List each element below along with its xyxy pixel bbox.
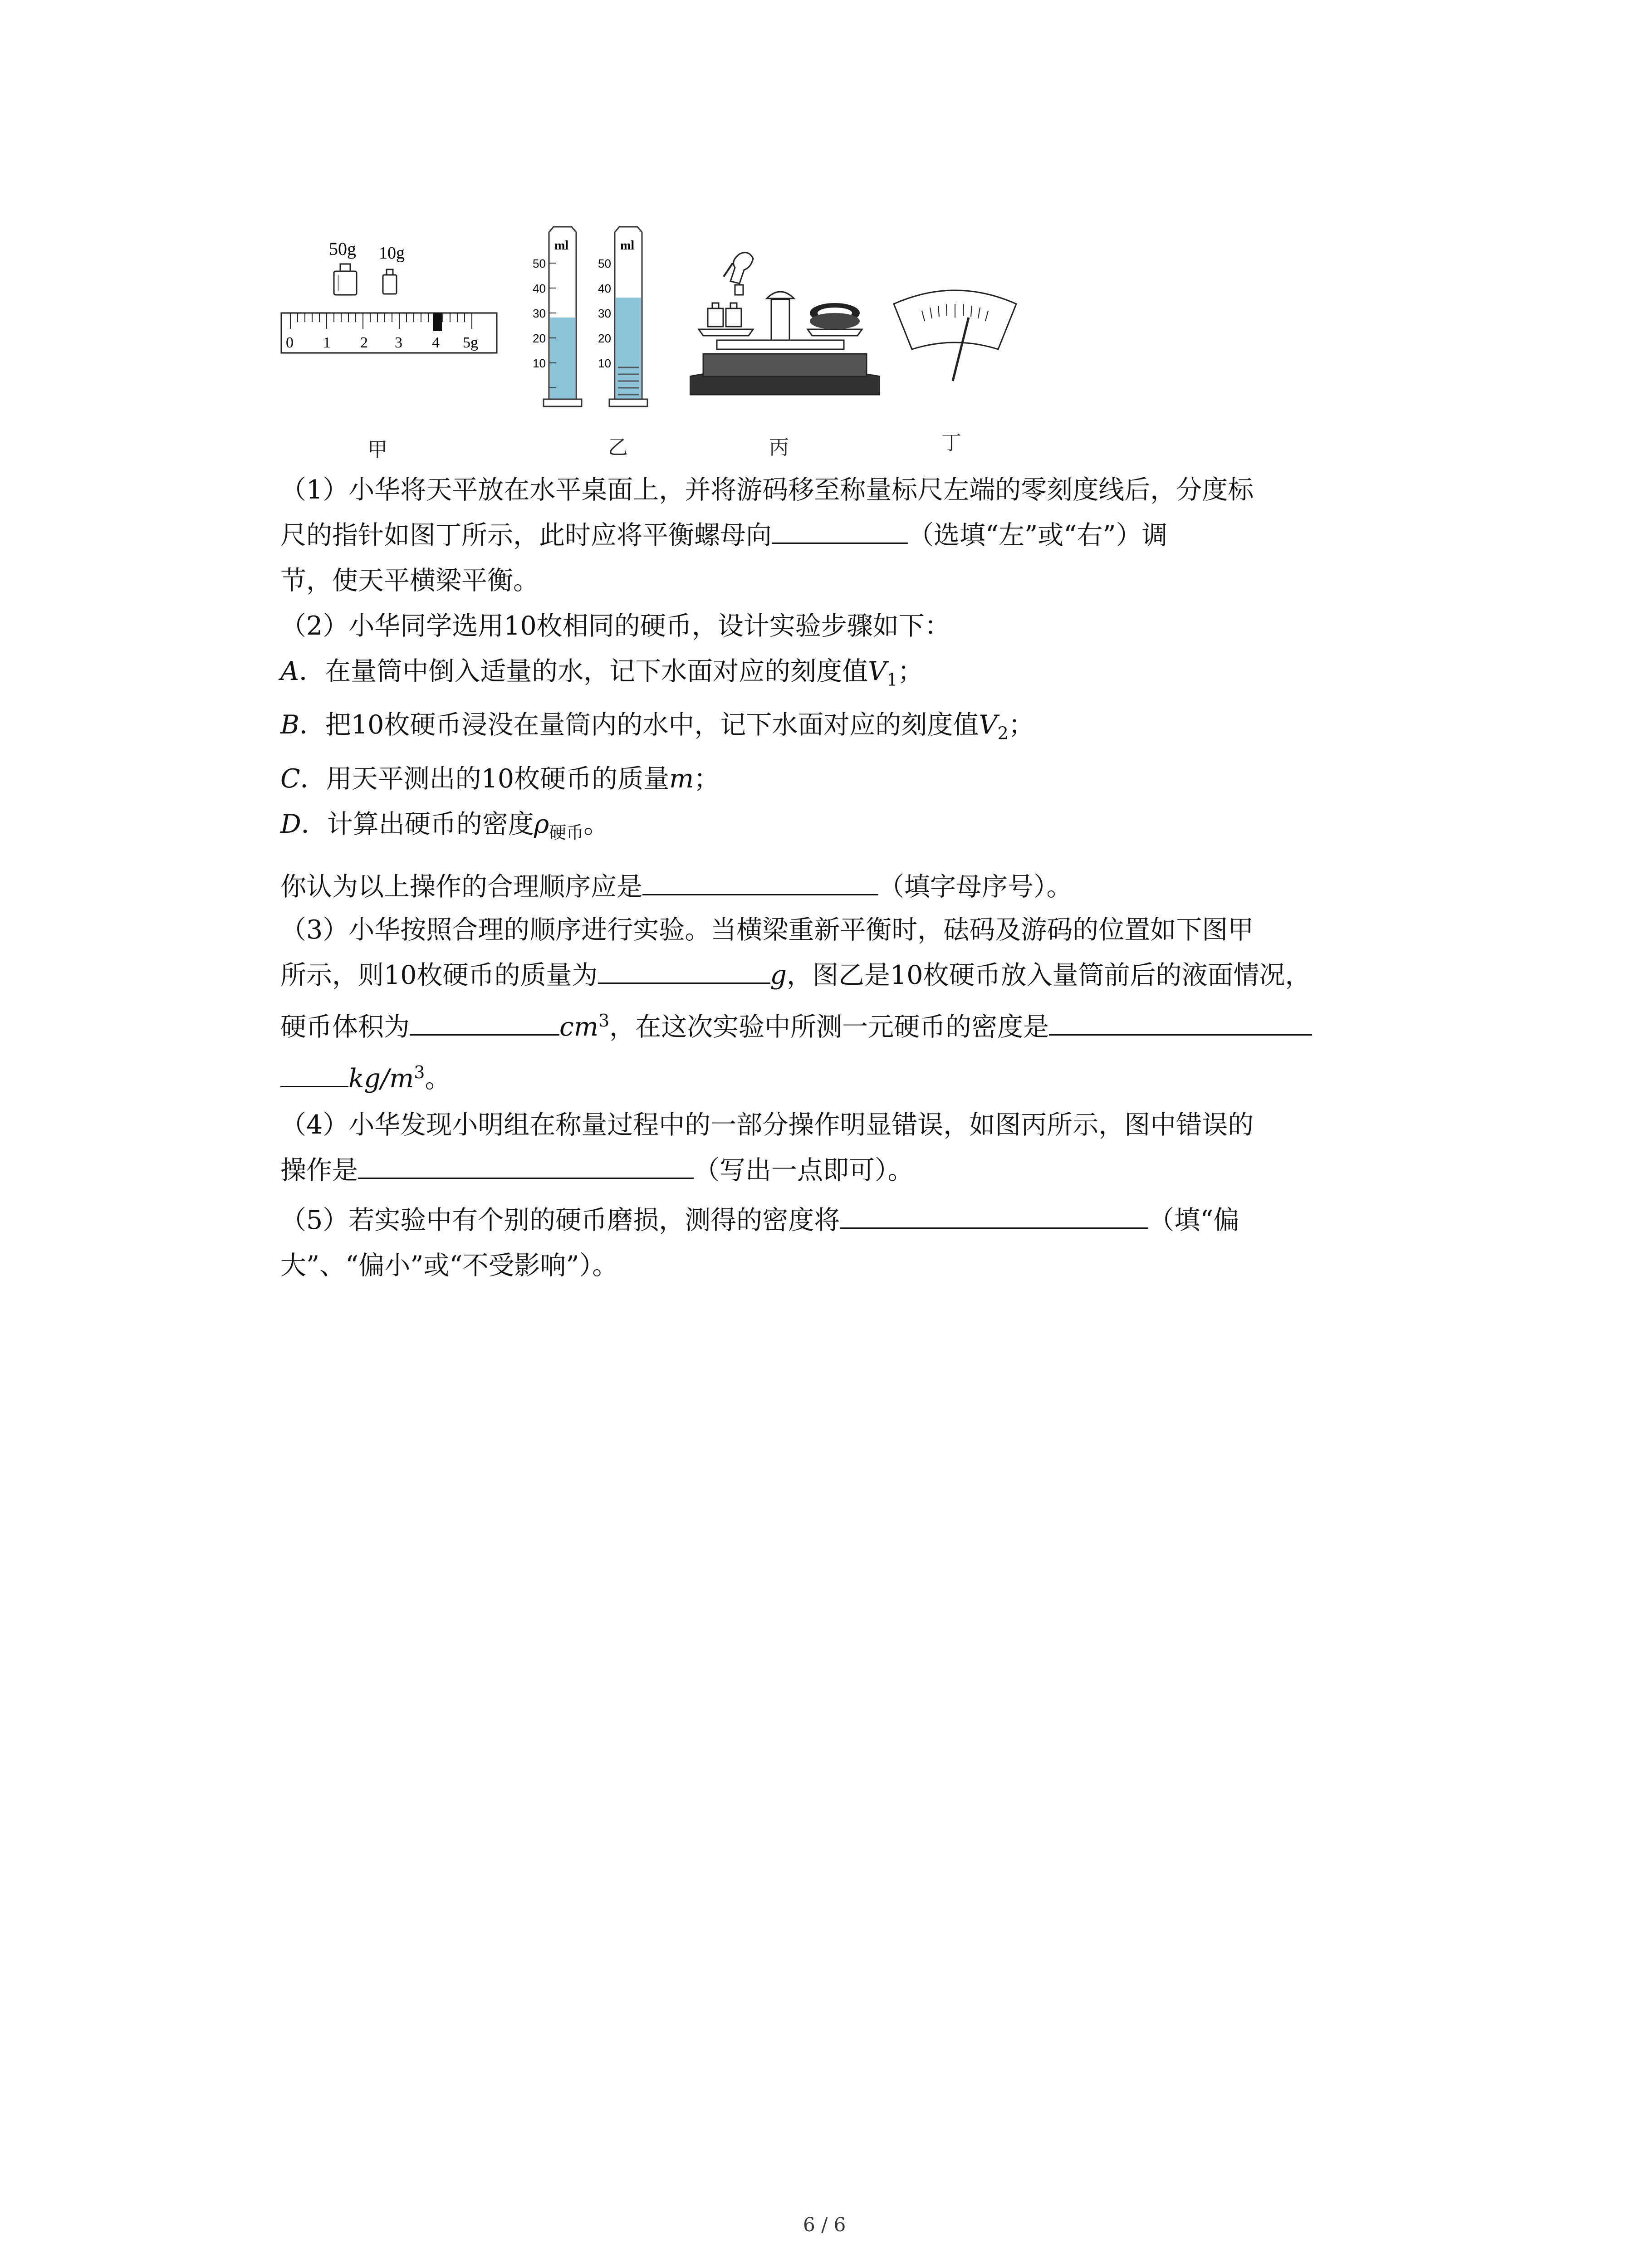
- cyl1-tick-10: 10: [533, 357, 546, 370]
- ruler-label-5g: 5g: [463, 334, 478, 351]
- q3-density-blank[interactable]: [1049, 1008, 1312, 1036]
- weight-label-50g: 50g: [329, 239, 356, 259]
- page-number: 6 / 6: [803, 2214, 846, 2236]
- q1-line2-suffix: （选填“左”或“右”）调: [908, 520, 1168, 550]
- figure-ding-dial: [889, 286, 1021, 386]
- cyl1-tick-20: 20: [533, 332, 546, 345]
- figure-bing-balance: [690, 245, 880, 408]
- water-after: [616, 298, 641, 399]
- caption-yi: 乙: [608, 436, 628, 459]
- cylinder-unit-before: ml: [554, 239, 569, 253]
- coins-stack-icon: [810, 303, 860, 329]
- cyl2-tick-40: 40: [598, 282, 611, 295]
- caption-jia: 甲: [367, 438, 387, 461]
- cyl2-tick-20: 20: [598, 332, 611, 345]
- q1-line2-prefix: 尺的指针如图丁所示，此时应将平衡螺母向: [280, 520, 772, 550]
- q3-density-blank-cont[interactable]: [280, 1060, 348, 1087]
- q2-order: 你认为以上操作的合理顺序应是 （填字母序号）。: [280, 864, 1424, 909]
- q1-line2: [280, 513, 1424, 558]
- q2-intro: （2）小华同学选用10枚相同的硬币，设计实验步骤如下：: [280, 611, 950, 641]
- hand-icon: [724, 253, 753, 295]
- q1-line3: 节，使天平横梁平衡。: [280, 566, 539, 596]
- cylinder-before: [533, 227, 582, 406]
- ruler-label-4: 4: [432, 334, 440, 351]
- q3-line2: 所示，则10枚硬币的质量为 g，图乙是10枚硬币放入量筒前后的液面情况，: [280, 953, 1424, 998]
- q2-step-c: C．用天平测出的10枚硬币的质量m；: [280, 763, 720, 794]
- cyl1-tick-50: 50: [533, 257, 546, 270]
- cyl1-tick-40: 40: [533, 282, 546, 295]
- q1-line1: （1）小华将天平放在水平桌面上，并将游码移至称量标尺左端的零刻度线后，分度标: [280, 475, 1254, 505]
- question-4: [280, 1102, 1424, 1193]
- q3-mass-blank[interactable]: [598, 956, 770, 984]
- cylinder-unit-after: ml: [620, 239, 635, 253]
- figure-jia-weights-ruler: [272, 227, 508, 363]
- ruler-label-3: 3: [395, 334, 402, 351]
- q3-line3: 硬币体积为 $cm^3$，在这次实验中所测一元硬币的密度是: [280, 998, 1424, 1050]
- question-2: [280, 603, 1424, 909]
- caption-bing: 丙: [769, 436, 789, 459]
- cyl2-tick-30: 30: [598, 307, 611, 320]
- q5-line2: 大”、“偏小”或“不受影响”）。: [280, 1251, 618, 1281]
- q5-answer-blank[interactable]: [840, 1201, 1148, 1229]
- weights-on-pan: [708, 303, 741, 327]
- q4-line1: （4）小华发现小明组在称量过程中的一部分操作明显错误，如图丙所示，图中错误的: [280, 1110, 1254, 1140]
- q3-line1: （3）小华按照合理的顺序进行实验。当横梁重新平衡时，砝码及游码的位置如下图甲: [280, 915, 1254, 945]
- cyl1-tick-30: 30: [533, 307, 546, 320]
- water-before: [550, 318, 575, 399]
- rider-marker: [433, 313, 442, 331]
- ruler-label-1: 1: [323, 334, 331, 351]
- q5-line1: （5）若实验中有个别的硬币磨损，测得的密度将 （填“偏: [280, 1198, 1424, 1243]
- q2-step-b: B．把10枚硬币浸没在量筒内的水中，记下水面对应的刻度值$V_2$；: [280, 710, 1034, 743]
- ruler-label-0: 0: [286, 334, 294, 351]
- caption-ding: 丁: [941, 431, 961, 455]
- ruler-label-2: 2: [360, 334, 368, 351]
- cyl2-tick-10: 10: [598, 357, 611, 370]
- question-1: [280, 467, 1424, 603]
- q1-answer-blank[interactable]: [772, 516, 908, 544]
- question-3: [280, 907, 1424, 1101]
- q2-step-d: D．计算出硬币的密度$\rho_{硬币}$。: [280, 809, 610, 843]
- figure-row: [272, 218, 1043, 472]
- q3-volume-blank[interactable]: [410, 1008, 559, 1036]
- figure-yi-cylinders: [526, 218, 662, 422]
- weight-label-10g: 10g: [379, 244, 405, 263]
- weight-50g-icon: [334, 264, 357, 295]
- weight-10g-icon: [383, 269, 397, 294]
- question-5: [280, 1198, 1424, 1288]
- cylinder-after: [598, 227, 647, 406]
- q4-line2: 操作是 （写出一点即可）。: [280, 1148, 1424, 1193]
- cyl2-tick-50: 50: [598, 257, 611, 270]
- q4-answer-blank[interactable]: [358, 1151, 694, 1179]
- q2-answer-blank[interactable]: [642, 868, 878, 895]
- q3-line4: $kg/m^3$。: [280, 1050, 1424, 1101]
- q2-step-a: A．在量筒中倒入适量的水，记下水面对应的刻度值$V_1$；: [280, 656, 924, 690]
